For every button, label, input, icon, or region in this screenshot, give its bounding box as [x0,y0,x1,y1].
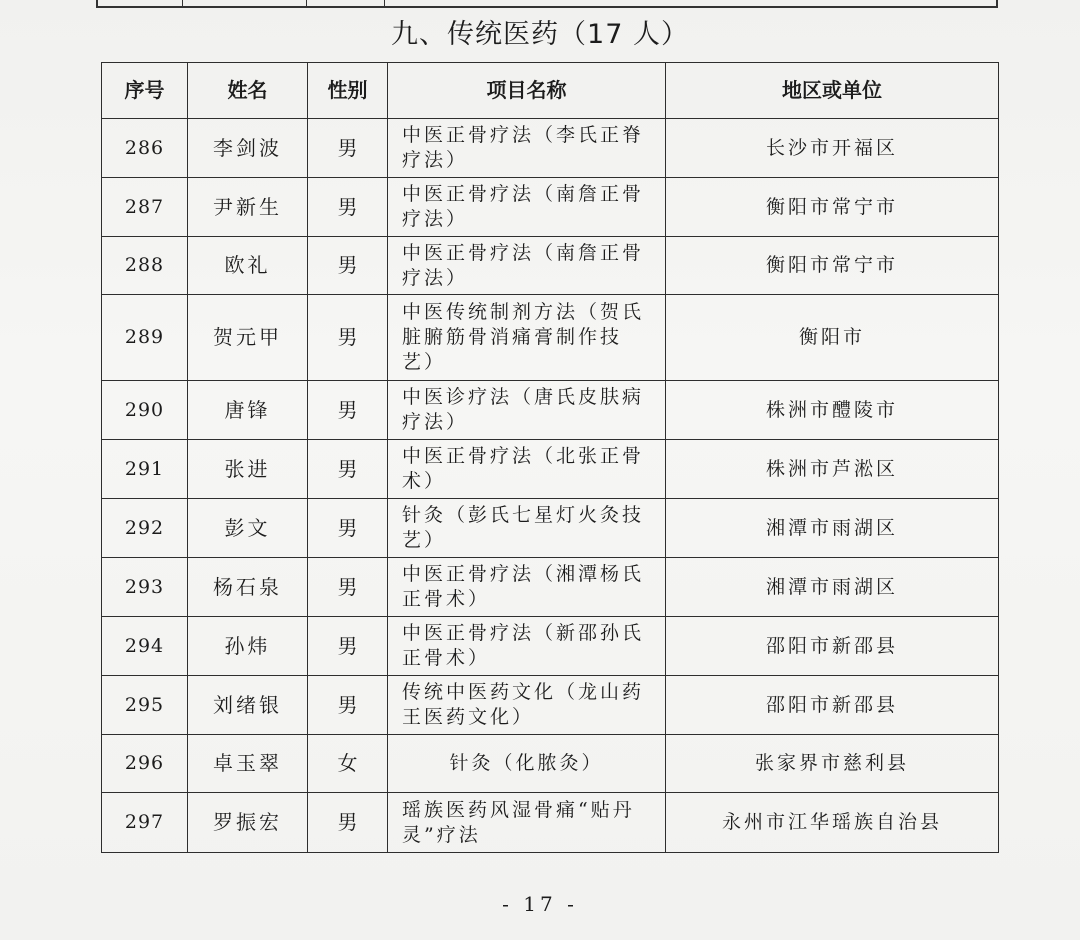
serial-cell: 296 [102,735,188,793]
serial-cell: 293 [102,558,188,617]
name-cell: 欧礼 [188,237,308,295]
table-row [102,381,999,440]
project-cell: 中医正骨疗法（李氏正脊疗法） [388,119,666,178]
gender-cell: 男 [308,119,388,178]
serial-cell: 286 [102,119,188,178]
serial-cell: 288 [102,237,188,295]
region-cell: 邵阳市新邵县 [666,617,999,676]
project-cell: 中医诊疗法（唐氏皮肤病疗法） [388,381,666,440]
project-cell: 中医正骨疗法（南詹正骨疗法） [388,237,666,295]
serial-cell: 292 [102,499,188,558]
region-cell: 衡阳市 [666,295,999,381]
name-cell: 李剑波 [188,119,308,178]
name-cell: 尹新生 [188,178,308,237]
project-cell: 瑶族医药风湿骨痛“贴丹灵”疗法 [388,793,666,853]
project-cell: 传统中医药文化（龙山药王医药文化） [388,676,666,735]
serial-cell: 294 [102,617,188,676]
gender-cell: 男 [308,617,388,676]
gender-cell: 男 [308,558,388,617]
region-cell: 邵阳市新邵县 [666,676,999,735]
name-cell: 贺元甲 [188,295,308,381]
table-row [102,558,999,617]
serial-cell: 289 [102,295,188,381]
gender-cell: 男 [308,237,388,295]
table-row [102,793,999,853]
table-row [102,295,999,381]
name-cell: 刘绪银 [188,676,308,735]
gender-cell: 男 [308,793,388,853]
project-cell: 中医正骨疗法（北张正骨术） [388,440,666,499]
serial-cell: 291 [102,440,188,499]
region-cell: 湘潭市雨湖区 [666,558,999,617]
serial-cell: 290 [102,381,188,440]
gender-cell: 女 [308,735,388,793]
serial-cell: 287 [102,178,188,237]
table-row [102,440,999,499]
name-cell: 杨石泉 [188,558,308,617]
table-row [102,178,999,237]
header-project: 项目名称 [388,63,666,119]
project-cell: 中医正骨疗法（湘潭杨氏正骨术） [388,558,666,617]
name-cell: 唐锋 [188,381,308,440]
region-cell: 衡阳市常宁市 [666,178,999,237]
table-row [102,499,999,558]
name-cell: 彭文 [188,499,308,558]
table-row [102,676,999,735]
project-cell: 中医正骨疗法（南詹正骨疗法） [388,178,666,237]
name-cell: 孙炜 [188,617,308,676]
header-gender: 性别 [308,63,388,119]
region-cell: 湘潭市雨湖区 [666,499,999,558]
table-row [102,617,999,676]
region-cell: 株洲市醴陵市 [666,381,999,440]
name-cell: 罗振宏 [188,793,308,853]
gender-cell: 男 [308,295,388,381]
heritage-inheritor-table [101,62,999,853]
name-cell: 卓玉翠 [188,735,308,793]
region-cell: 长沙市开福区 [666,119,999,178]
table-row [102,119,999,178]
project-cell: 中医正骨疗法（新邵孙氏正骨术） [388,617,666,676]
table-row [102,735,999,793]
region-cell: 衡阳市常宁市 [666,237,999,295]
gender-cell: 男 [308,440,388,499]
gender-cell: 男 [308,381,388,440]
gender-cell: 男 [308,178,388,237]
previous-table-fragment [96,0,998,8]
region-cell: 永州市江华瑶族自治县 [666,793,999,853]
serial-cell: 297 [102,793,188,853]
region-cell: 株洲市芦淞区 [666,440,999,499]
page-number: - 17 - [502,892,578,916]
gender-cell: 男 [308,499,388,558]
header-name: 姓名 [188,63,308,119]
gender-cell: 男 [308,676,388,735]
project-cell: 针灸（彭氏七星灯火灸技艺） [388,499,666,558]
name-cell: 张进 [188,440,308,499]
table-header-row [102,63,999,119]
section-title: 九、传统医药（17 人） [391,19,689,50]
serial-cell: 295 [102,676,188,735]
header-serial: 序号 [102,63,188,119]
region-cell: 张家界市慈利县 [666,735,999,793]
table-row [102,237,999,295]
header-region: 地区或单位 [666,63,999,119]
project-cell: 中医传统制剂方法（贺氏脏腑筋骨消痛膏制作技艺） [388,295,666,381]
project-cell: 针灸（化脓灸） [388,735,666,793]
